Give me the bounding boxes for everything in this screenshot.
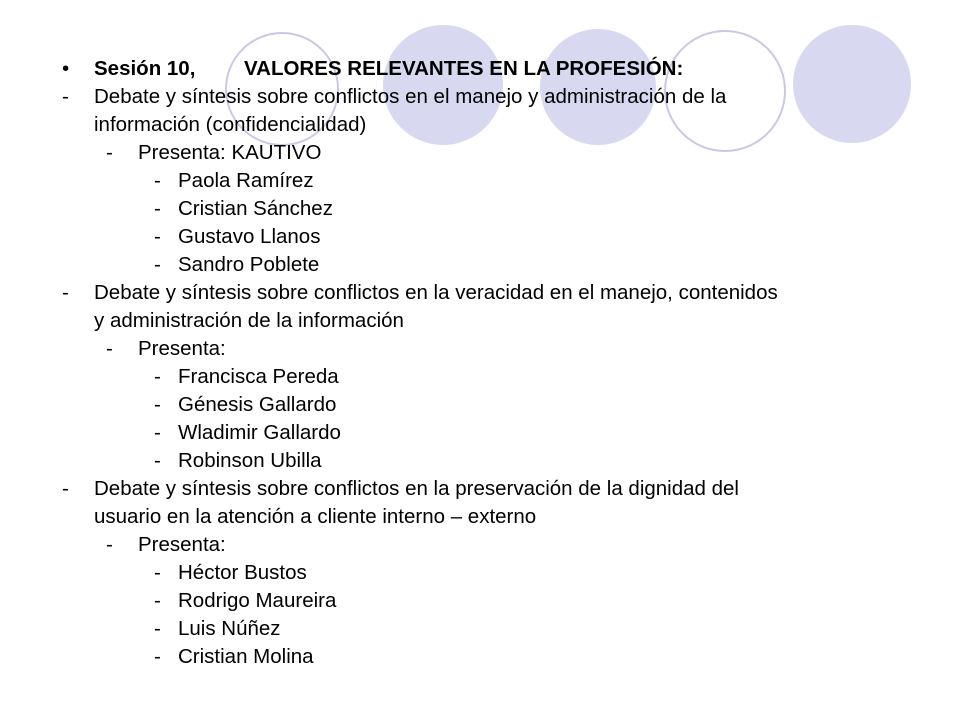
- topic-line-text: Debate y síntesis sobre conflictos en la veracidad en el manejo, contenidos: [94, 281, 778, 304]
- dash-marker: -: [154, 253, 161, 276]
- dash-marker: -: [154, 561, 161, 584]
- member-name-text: Rodrigo Maureira: [178, 589, 337, 612]
- dash-marker: -: [154, 365, 161, 388]
- presenter-label-text: Presenta:: [138, 337, 226, 360]
- member-name-text: Luis Núñez: [178, 617, 281, 640]
- presenter-label-text: Presenta:: [138, 533, 226, 556]
- dash-marker: -: [154, 225, 161, 248]
- dash-marker: -: [62, 281, 69, 304]
- member-name-text: Paola Ramírez: [178, 169, 314, 192]
- member-name-text: Gustavo Llanos: [178, 225, 321, 248]
- member-name-text: Robinson Ubilla: [178, 449, 322, 472]
- member-name-text: Cristian Sánchez: [178, 197, 333, 220]
- member-name-text: Sandro Poblete: [178, 253, 320, 276]
- dash-marker: -: [154, 645, 161, 668]
- member-name-text: Génesis Gallardo: [178, 393, 337, 416]
- heading-bullet: •: [62, 57, 70, 80]
- dash-marker: -: [154, 169, 161, 192]
- dash-marker: -: [154, 449, 161, 472]
- dash-marker: -: [154, 197, 161, 220]
- dash-marker: -: [106, 337, 113, 360]
- topic-line-text: información (confidencialidad): [94, 113, 367, 136]
- topic-line-text: Debate y síntesis sobre conflictos en la preservación de la dignidad del: [94, 477, 739, 500]
- heading-session: Sesión 10,: [94, 57, 196, 80]
- dash-marker: -: [154, 617, 161, 640]
- dash-marker: -: [106, 533, 113, 556]
- member-name-text: Cristian Molina: [178, 645, 314, 668]
- dash-marker: -: [154, 589, 161, 612]
- dash-marker: -: [62, 85, 69, 108]
- topic-line-text: Debate y síntesis sobre conflictos en el manejo y administración de la: [94, 85, 727, 108]
- dash-marker: -: [106, 141, 113, 164]
- topic-line-text: y administración de la información: [94, 309, 404, 332]
- member-name-text: Héctor Bustos: [178, 561, 307, 584]
- presenter-label-text: Presenta: KAUTIVO: [138, 141, 322, 164]
- dash-marker: -: [154, 421, 161, 444]
- dash-marker: -: [62, 477, 69, 500]
- topic-line-text: usuario en la atención a cliente interno – externo: [94, 505, 537, 528]
- member-name-text: Francisca Pereda: [178, 365, 339, 388]
- heading-title: VALORES RELEVANTES EN LA PROFESIÓN:: [244, 57, 684, 80]
- dash-marker: -: [154, 393, 161, 416]
- member-name-text: Wladimir Gallardo: [178, 421, 341, 444]
